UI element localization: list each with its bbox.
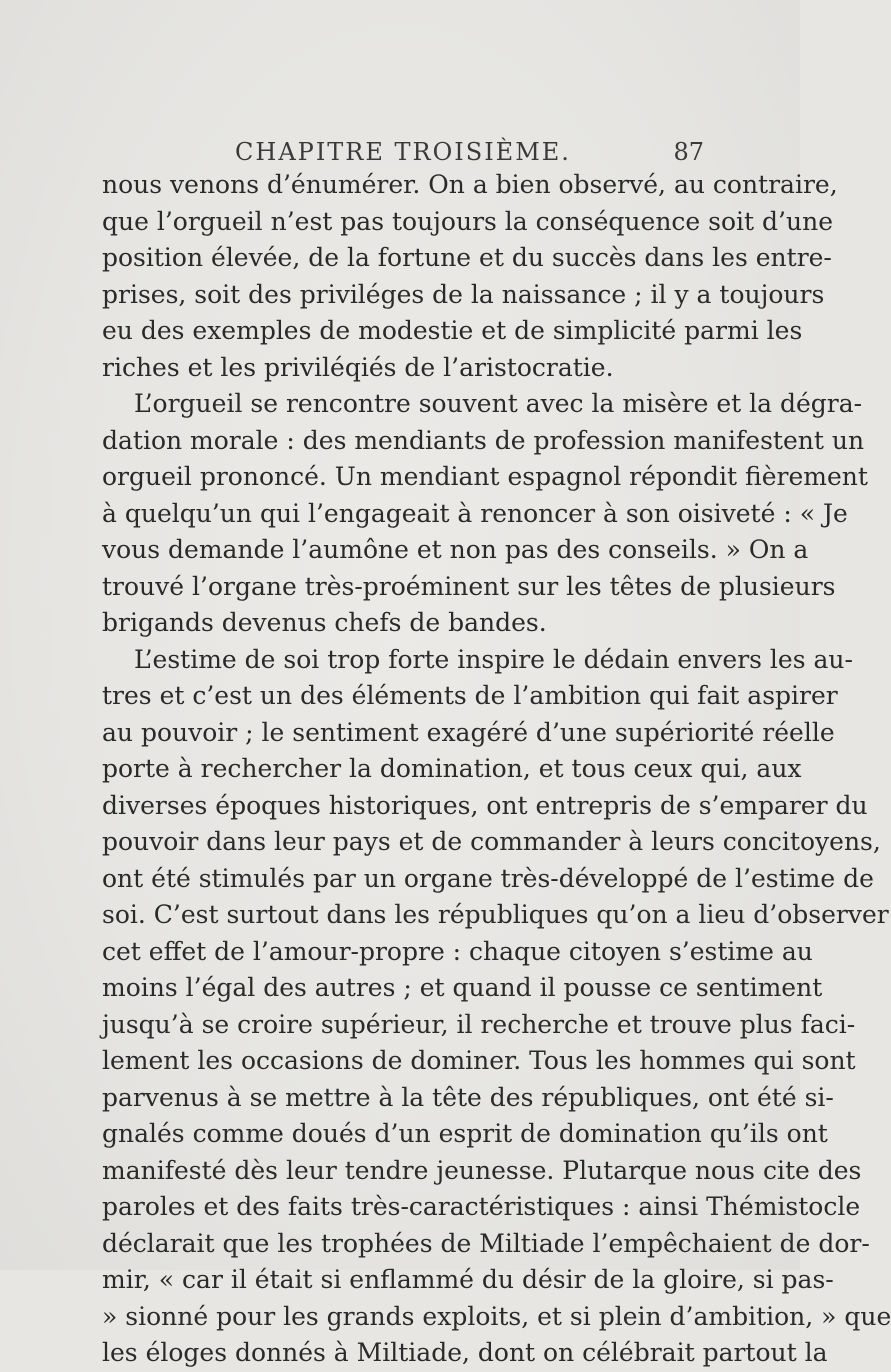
text-line: au pouvoir ; le sentiment exagéré d’une supériorité réelle (102, 717, 835, 747)
text-line: vous demande l’aumône et non pas des conseils. » On a (102, 535, 809, 564)
text-line: brigands devenus chefs de bandes. (102, 608, 547, 637)
text-line: mir, « car il était si enflammé du désir de la gloire, si pas- (102, 1265, 834, 1294)
text-line: à quelqu’un qui l’engageait à renoncer à son oisiveté : « Je (102, 498, 848, 528)
text-line: L’estime de soi trop forte inspire le dédain envers les au- (134, 644, 853, 674)
text-line: déclarait que les trophées de Miltiade l’empêchaient de dor- (102, 1228, 870, 1258)
text-line: jusqu’à se croire supérieur, il recherche et trouve plus faci- (102, 1009, 856, 1039)
text-line: trouvé l’organe très-proéminent sur les têtes de plusieurs (102, 571, 836, 601)
text-line: orgueil prononcé. Un mendiant espagnol répondit fièrement (102, 462, 868, 491)
text-line: dation morale : des mendiants de profession manifestent un (102, 425, 865, 455)
text-line: » sionné pour les grands exploits, et si plein d’ambition, » que (102, 1301, 891, 1331)
text-line: que l’orgueil n’est pas toujours la conséquence soit d’une (102, 206, 833, 236)
text-line: gnalés comme doués d’un esprit de domination qu’ils ont (102, 1119, 828, 1148)
text-line: cet effet de l’amour-propre : chaque citoyen s’estime au (102, 936, 813, 966)
text-line: lement les occasions de dominer. Tous les hommes qui sont (102, 1046, 856, 1075)
text-line: manifesté dès leur tendre jeunesse. Plutarque nous cite des (102, 1155, 862, 1185)
text-line: prises, soit des priviléges de la naissance ; il y a toujours (102, 279, 825, 309)
text-line: tres et c’est un des éléments de l’ambition qui fait aspirer (102, 681, 838, 710)
text-line: ont été stimulés par un organe très-développé de l’estime de (102, 863, 874, 893)
text-line: riches et les priviléqiés de l’aristocratie. (102, 352, 614, 382)
text-line: diverses époques historiques, ont entrepris de s’emparer du (102, 790, 868, 820)
text-line: moins l’égal des autres ; et quand il pousse ce sentiment (102, 973, 823, 1002)
text-line: position élevée, de la fortune et du succès dans les entre- (102, 243, 832, 272)
text-line: parvenus à se mettre à la tête des républiques, ont été si- (102, 1082, 834, 1112)
text-line: nous venons d’énumérer. On a bien observé, au contraire, (102, 170, 838, 199)
text-line: les éloges donnés à Miltiade, dont on célébrait partout la (102, 1338, 828, 1367)
text-line: paroles et des faits très-caractéristiques : ainsi Thémistocle (102, 1192, 861, 1221)
body-text (102, 167, 891, 1372)
text-line: porte à rechercher la domination, et tous ceux qui, aux (102, 754, 802, 783)
text-line: eu des exemples de modestie et de simplicité parmi les (102, 316, 803, 345)
page-number: 87 (673, 138, 704, 166)
text-line: L’orgueil se rencontre souvent avec la misère et la dégra- (134, 389, 863, 418)
text-line: soi. C’est surtout dans les républiques qu’on a lieu d’observer (102, 900, 889, 929)
text-line: pouvoir dans leur pays et de commander à leurs concitoyens, (102, 827, 881, 856)
chapter-title: CHAPITRE TROISIÈME. (235, 138, 571, 166)
